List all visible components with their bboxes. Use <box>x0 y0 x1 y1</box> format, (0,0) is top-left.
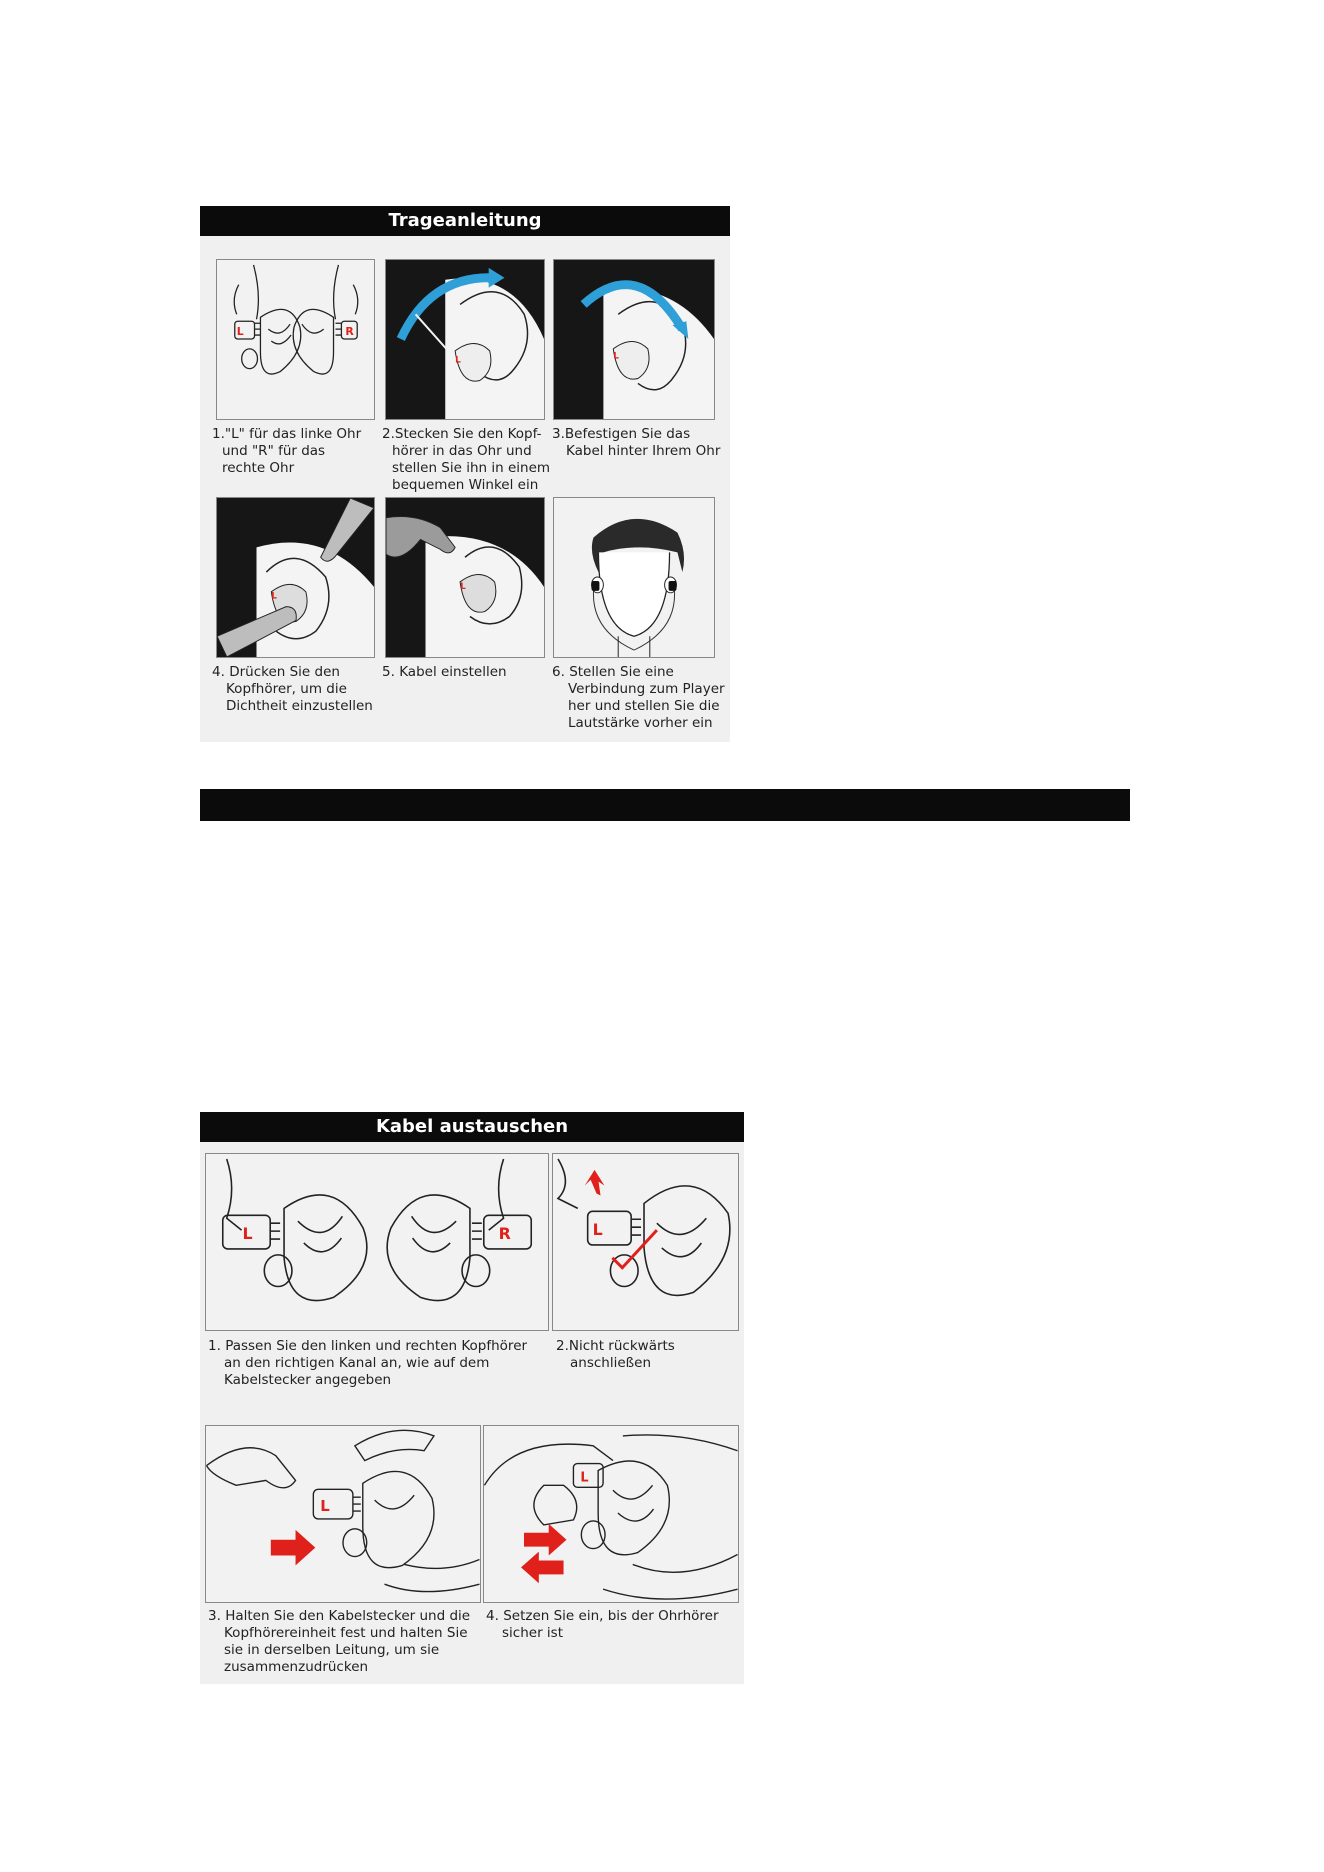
wearing-step-1-caption: 1."L" für das linke Ohr und "R" für das rechte Ohr <box>212 426 362 476</box>
wearing-step-4-caption: 4. Drücken Sie den Kopfhörer, um die Dichtheit einzustellen <box>212 664 373 714</box>
wearing-guide-title: Trageanleitung <box>200 206 730 236</box>
cable-right-marker: R <box>498 1224 511 1244</box>
wearing-guide-section <box>200 206 730 742</box>
svg-text:L: L <box>455 355 461 366</box>
cable-step-4-caption: 4. Setzen Sie ein, bis der Ohrhörer sicher ist <box>486 1608 719 1641</box>
wearing-step-6-caption: 6. Stellen Sie eine Verbindung zum Player her und stellen Sie die Lautstärke vorher ein <box>552 664 725 731</box>
wearing-step-2-image <box>385 259 545 420</box>
cable-step-4-image <box>483 1425 739 1603</box>
wearing-step-5-image <box>385 497 545 658</box>
wearing-step-3-image <box>553 259 715 420</box>
left-marker-text: L <box>236 325 244 339</box>
cable-step-2-caption: 2.Nicht rückwärts anschließen <box>556 1338 675 1371</box>
svg-text:L: L <box>460 581 466 592</box>
wearing-step-3-caption: 3.Befestigen Sie das Kabel hinter Ihrem Ohr <box>552 426 721 459</box>
wearing-step-2-caption: 2.Stecken Sie den Kopf- hörer in das Ohr und stellen Sie ihn in einem bequemen Winkel ein <box>382 426 551 493</box>
cable-replace-section <box>200 1112 744 1684</box>
cable-step-1-image <box>205 1153 549 1331</box>
svg-text:L: L <box>613 351 619 362</box>
svg-text:L: L <box>320 1498 330 1516</box>
section-divider-bar <box>200 789 1130 821</box>
wearing-step-1-image <box>216 259 375 420</box>
svg-text:L: L <box>592 1220 603 1240</box>
wearing-step-5-caption: 5. Kabel einstellen <box>382 664 507 680</box>
svg-text:L: L <box>271 591 277 602</box>
svg-text:L: L <box>580 1470 589 1486</box>
wearing-step-6-image <box>553 497 715 658</box>
wearing-step-4-image <box>216 497 375 658</box>
right-marker-text: R <box>345 325 354 339</box>
cable-step-1-caption: 1. Passen Sie den linken und rechten Kopfhörer an den richtigen Kanal an, wie auf dem Kabelstecker angegeben <box>208 1338 528 1388</box>
cable-step-2-image <box>552 1153 739 1331</box>
cable-step-3-caption: 3. Halten Sie den Kabelstecker und die Kopfhörereinheit fest und halten Sie sie in derselben Leitung, um sie zusammenzudrücken <box>208 1608 471 1675</box>
cable-step-3-image <box>205 1425 481 1603</box>
cable-left-marker: L <box>242 1224 253 1244</box>
cable-replace-title: Kabel austauschen <box>200 1112 744 1142</box>
